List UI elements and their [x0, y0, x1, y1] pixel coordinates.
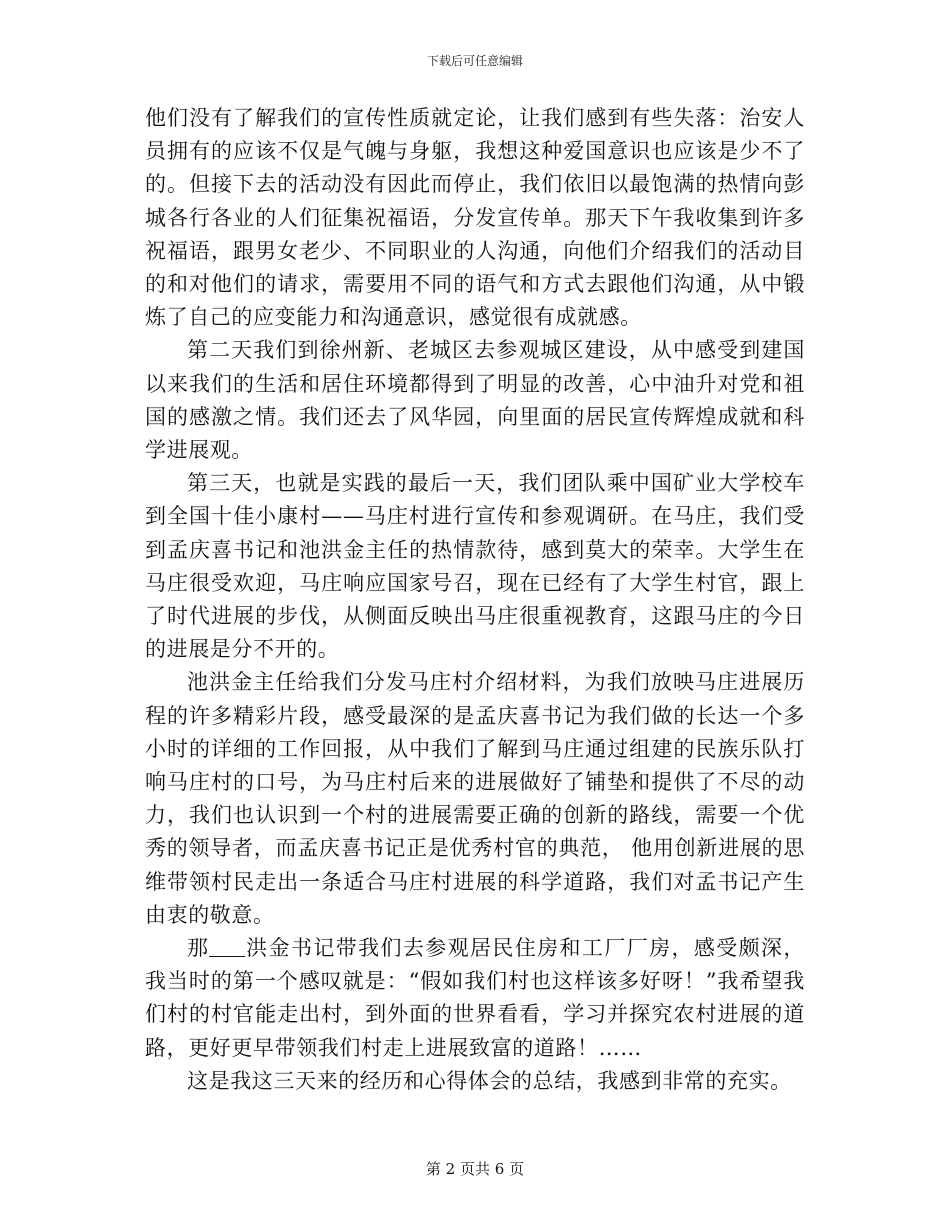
paragraph-6: 这是我这三天来的经历和心得体会的总结，我感到非常的充实。 [187, 1068, 792, 1093]
page-header: 下载后可任意编辑 [426, 54, 523, 68]
paragraph-5-start: 那 [187, 936, 210, 961]
fill-in-blank [209, 935, 245, 957]
page-footer: 第 2 页共 6 页 [425, 1160, 525, 1178]
paragraph-1: 他们没有了解我们的宣传性质就定论，让我们感到有些失落：治安人员拥有的应该不仅是气魄与身躯，我想这种爱国意识也应该是少不了的。但接下去的活动没有因此而停止，我们依旧以最饱满的热情向彭城各行各业的人们征集祝福语，分发宣传单。那天下午我收集到许多祝福语，跟男女老少、不同职业的人沟通，向他们介绍我们的活动目的和对他们的请求，需要用不同的语气和方式去跟他们沟通，从中锻炼了自己的应变能力和沟通意识，感觉很有成就感。 [145, 106, 805, 330]
paragraph-2: 第二天我们到徐州新、老城区去参观城区建设，从中感受到建国以来我们的生活和居住环境都得到了明显的改善，心中油升对党和祖国的感激之情。我们还去了风华园，向里面的居民宣传辉煌成就和科学进展观。 [145, 338, 805, 463]
paragraph-4: 池洪金主任给我们分发马庄村介绍材料，为我们放映马庄进展历程的许多精彩片段，感受最深的是孟庆喜书记为我们做的长达一个多小时的详细的工作回报，从中我们了解到马庄通过组建的民族乐队打响马庄村的口号，为马庄村后来的进展做好了铺垫和提供了不尽的动力，我们也认识到一个村的进展需要正确的创新的路线，需要一个优秀的领导者，而孟庆喜书记正是优秀村官的典范， 他用创新进展的思维带领村民走出一条适合马庄村进展的科学道路，我们对孟书记产生由衷的敬意。 [145, 670, 805, 927]
body-text [145, 102, 805, 1098]
paragraph-3: 第三天，也就是实践的最后一天，我们团队乘中国矿业大学校车到全国十佳小康村——马庄村进行宣传和参观调研。在马庄，我们受到孟庆喜书记和池洪金主任的热情款待，感到莫大的荣幸。大学生在马庄很受欢迎，马庄响应国家号召，现在已经有了大学生村官，跟上了时代进展的步伐，从侧面反映出马庄很重视教育，这跟马庄的今日的进展是分不开的。 [145, 471, 805, 662]
paragraph-5-rest: 洪金书记带我们去参观居民住房和工厂厂房，感受颇深，我当时的第一个感叹就是：“假如我们村也这样该多好呀！”我希望我们村的村官能走出村，到外面的世界看看，学习并探究农村进展的道路，更好更早带领我们村走上进展致富的道路！…… [145, 936, 805, 1060]
paragraph-5 [145, 932, 805, 1065]
